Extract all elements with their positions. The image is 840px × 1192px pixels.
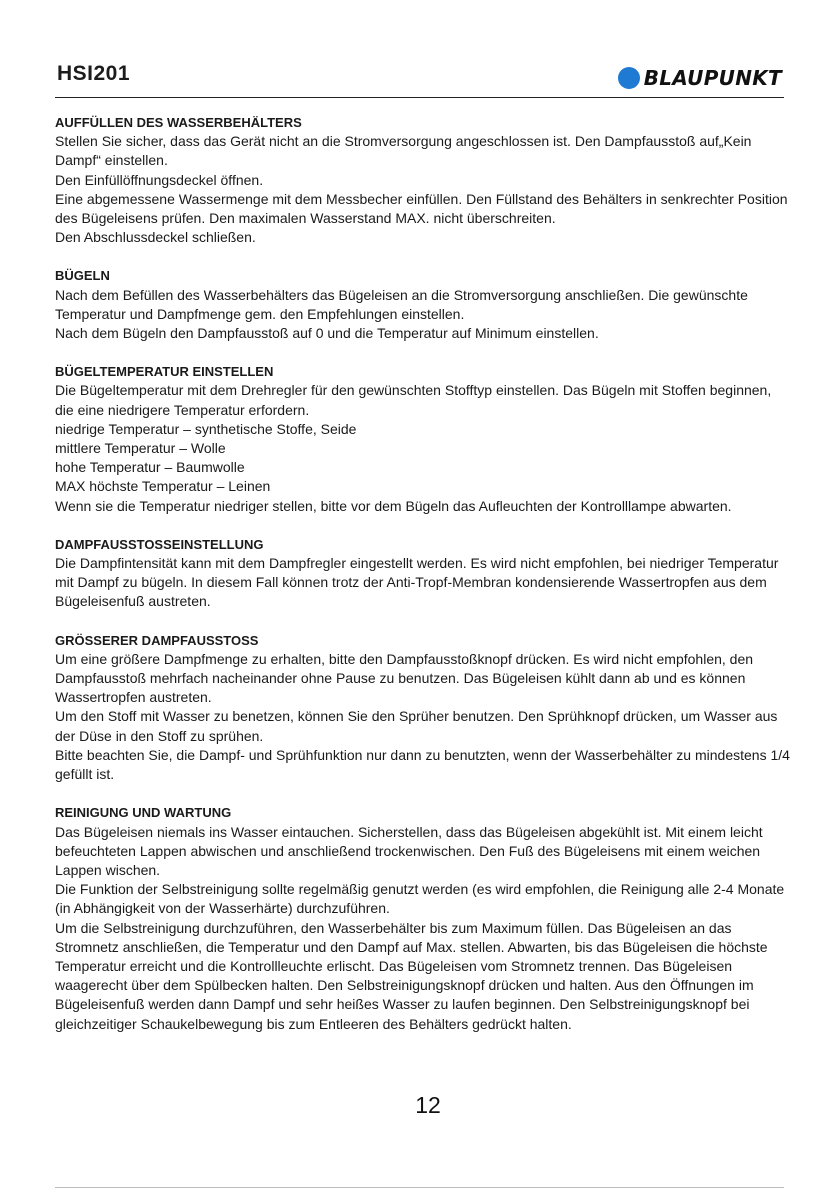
model-number: HSI201 (57, 62, 131, 85)
brand-dot-icon (618, 67, 640, 89)
section-paragraph: Nach dem Bügeln den Dampfausstoß auf 0 und die Temperatur auf Minimum einstellen. (55, 325, 599, 342)
section-paragraph: Bitte beachten Sie, die Dampf- und Sprühfunktion nur dann zu benutzten, wenn der Wasserbehälter zu mindestens 1/4 gefüllt ist. (55, 746, 790, 783)
document-section (55, 803, 790, 1033)
brand-logo (618, 66, 782, 90)
section-paragraph: Das Bügeleisen niemals ins Wasser eintauchen. Sicherstellen, dass das Bügeleisen abgekühlt ist. Mit einem leicht befeuchteten Lappen abwischen und anschließend trockenwischen. Den Fuß des Bügeleisens mit einem weichen Lappen wischen. (55, 823, 763, 878)
section-paragraph: Um die Selbstreinigung durchzuführen, den Wasserbehälter bis zum Maximum füllen. Das Bügeleisen an das Stromnetz anschließen, die Temperatur und den Dampf auf Max. stellen. Abwarten, bis das Bügeleisen die höchste Temperatur erreicht und die Kontrollleuchte erlischt. Das Bügeleisen vom Stromnetz trennen. Das Bügeleisen waagerecht über dem Spülbecken halten. Den Selbstreinigungsknopf drücken und halten. Aus den Öffnungen im Bügeleisenfuß werden dann Dampf und sehr heißes Wasser zu laufen beginnen. Den Selbstreinigungsknopf bei gleichzeitiger Schaukelbewegung bis zum Entleeren des Behälters gedrückt halten. (55, 919, 768, 1032)
section-heading: DAMPFAUSSTOSSEINSTELLUNG (55, 536, 264, 552)
section-paragraph: Stellen Sie sicher, dass das Gerät nicht an die Stromversorgung angeschlossen ist. Den Dampfausstoß auf„Kein Dampf“ einstellen. (55, 133, 752, 169)
section-paragraph: Um eine größere Dampfmenge zu erhalten, bitte den Dampfausstoßknopf drücken. Es wird nicht empfohlen, den Dampfausstoß mehrfach nacheinander ohne Pause zu benutzen. Das Bügeleisen kühlt dann ab und es können Wassertropfen austreten. (55, 650, 754, 706)
page-header (55, 62, 784, 98)
section-paragraph: hohe Temperatur – Baumwolle (55, 459, 245, 476)
page-number: 12 (415, 1092, 441, 1118)
section-heading: AUFFÜLLEN DES WASSERBEHÄLTERS (55, 115, 302, 130)
section-paragraph: Nach dem Befüllen des Wasserbehälters das Bügeleisen an die Stromversorgung anschließen. Die gewünschte Temperatur und Dampfmenge gem. den Empfehlungen einstellen. (55, 286, 748, 322)
footer-divider (55, 1187, 784, 1188)
section-heading: BÜGELTEMPERATUR EINSTELLEN (55, 364, 274, 380)
section-paragraph: Die Bügeltemperatur mit dem Drehregler für den gewünschten Stofftyp einstellen. Das Bügeln mit Stoffen beginnen, die eine niedrigere Temperatur erfordern. (55, 382, 772, 418)
document-section (55, 631, 790, 785)
document-section (55, 535, 790, 612)
document-body (55, 113, 790, 1053)
section-heading: BÜGELN (55, 268, 110, 284)
section-paragraph: MAX höchste Temperatur – Leinen (55, 478, 271, 495)
section-paragraph: Die Dampfintensität kann mit dem Dampfregler eingestellt werden. Es wird nicht empfohlen, bei niedriger Temperatur mit Dampf zu bügeln. In diesem Fall können trotz der Anti-Tropf-Membran kondensierende Wassertropfen aus dem Bügeleisenfuß austreten. (55, 555, 779, 610)
section-paragraph: mittlere Temperatur – Wolle (55, 440, 226, 457)
section-paragraph: Den Abschlussdeckel schließen. (55, 229, 256, 246)
brand-name: BLAUPUNKT (643, 66, 782, 90)
document-section (55, 266, 790, 343)
section-paragraph: Wenn sie die Temperatur niedriger stellen, bitte vor dem Bügeln das Aufleuchten der Kontrolllampe abwarten. (55, 497, 732, 514)
document-section (55, 362, 790, 516)
document-section (55, 113, 790, 247)
section-paragraph: niedrige Temperatur – synthetische Stoffe, Seide (55, 420, 357, 437)
section-paragraph: Die Funktion der Selbstreinigung sollte regelmäßig genutzt werden (es wird empfohlen, die Reinigung alle 2-4 Monate (in Abhängigkeit von der Wasserhärte) durchzuführen. (55, 881, 785, 917)
section-paragraph: Eine abgemessene Wassermenge mit dem Messbecher einfüllen. Den Füllstand des Behälters in senkrechter Position des Bügeleisens prüfen. Den maximalen Wasserstand MAX. nicht überschreiten. (55, 190, 788, 227)
header-divider (55, 97, 784, 98)
section-paragraph: Um den Stoff mit Wasser zu benetzen, können Sie den Sprüher benutzen. Den Sprühknopf drücken, um Wasser aus der Düse in den Stoff zu sprühen. (55, 708, 778, 744)
section-paragraph: Den Einfüllöffnungsdeckel öffnen. (55, 171, 264, 188)
section-heading: GRÖSSERER DAMPFAUSSTOSS (55, 632, 259, 648)
section-heading: REINIGUNG UND WARTUNG (55, 805, 232, 821)
